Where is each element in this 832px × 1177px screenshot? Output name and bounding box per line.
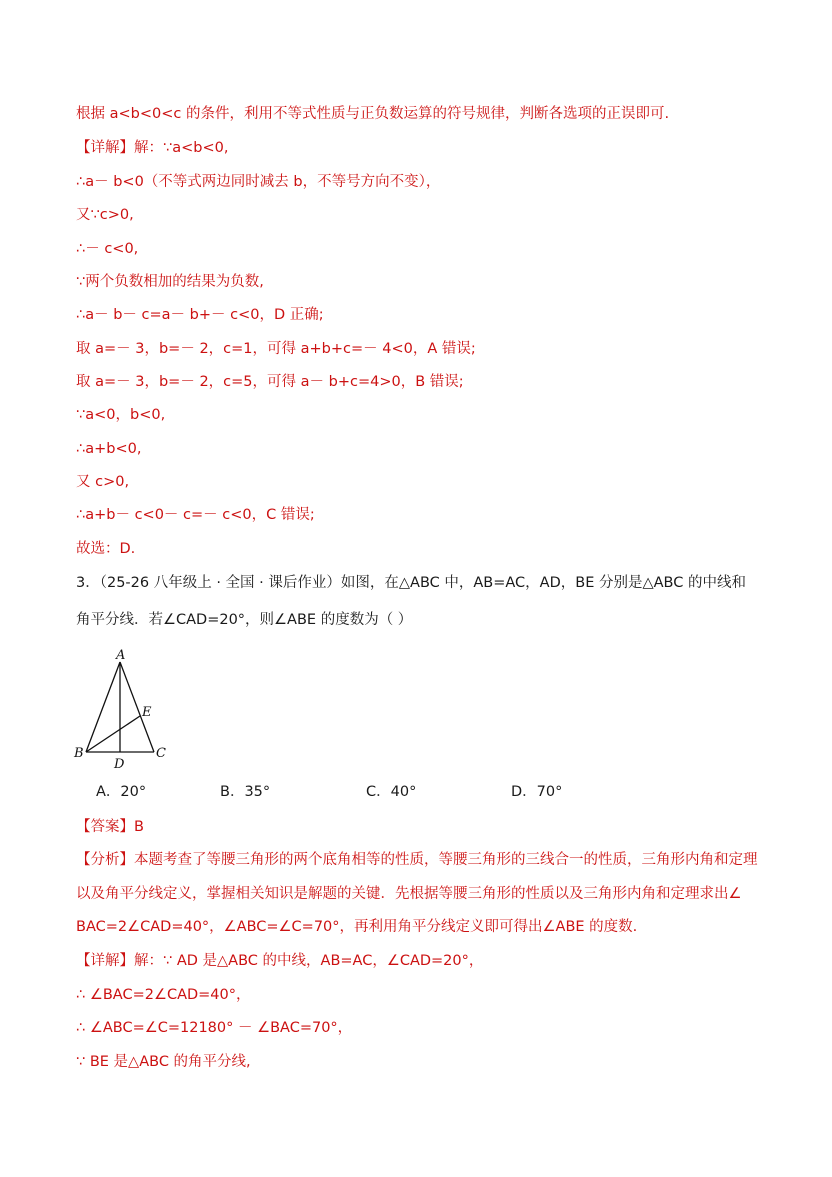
option-b: B．35° [220,784,271,800]
label-c: C [156,746,166,761]
label-e: E [142,705,152,720]
analysis-line: 【分析】本题考查了等腰三角形的两个底角相等的性质，等腰三角形的三线合一的性质，三角形内角和定理 [76,852,758,868]
question-line-1: 3．（25-26 八年级上 · 全国 · 课后作业）如图，在△ABC 中，AB=AC，AD，BE 分别是△ABC 的中线和 [76,575,746,591]
answer-line: 【答案】B [76,819,144,835]
text-line: ∵两个负数相加的结果为负数, [76,274,264,290]
question-line-2: 角平分线．若∠CAD=20°，则∠ABE 的度数为（ ） [76,612,413,628]
label-a: A [116,648,126,663]
text-line: ∴a－ b<0（不等式两边同时减去 b，不等号方向不变）， [76,174,441,190]
text-line: 根据 a<b<0<c 的条件，利用不等式性质与正负数运算的符号规律，判断各选项的正误即可. [76,106,670,122]
option-d: D．70° [511,784,563,800]
solution-line: ∴ ∠ABC=∠C=12180° － ∠BAC=70°， [76,1020,353,1036]
option-a: A．20° [96,784,147,800]
analysis-line: 以及角平分线定义，掌握相关知识是解题的关键．先根据等腰三角形的性质以及三角形内角和定理求出∠ [76,886,742,902]
text-line: 取 a=－ 3，b=－ 2，c=1，可得 a+b+c=－ 4<0，A 错误; [76,341,476,357]
solution-line: 【详解】解：∵ AD 是△ABC 的中线，AB=AC，∠CAD=20°， [76,953,484,969]
text-line: 又∵c>0, [76,207,134,223]
text-line: ∴a+b－ c<0－ c=－ c<0，C 错误; [76,507,315,523]
segment-be [86,716,140,752]
option-c: C．40° [366,784,417,800]
triangle-figure [68,646,178,772]
label-d: D [114,757,125,772]
text-line: ∴－ c<0, [76,241,139,257]
text-line: ∴a+b<0, [76,441,142,457]
solution-line: ∴ ∠BAC=2∠CAD=40°， [76,987,251,1003]
text-line: 故选：D. [76,541,136,557]
text-line: 【详解】解：∵a<b<0, [76,140,229,156]
segment-ab [86,662,120,752]
solution-line: ∵ BE 是△ABC 的角平分线, [76,1054,251,1070]
text-line: ∵a<0，b<0, [76,407,166,423]
text-line: 又 c>0, [76,474,130,490]
text-line: 取 a=－ 3，b=－ 2，c=5，可得 a－ b+c=4>0，B 错误; [76,374,464,390]
analysis-line: BAC=2∠CAD=40°，∠ABC=∠C=70°，再利用角平分线定义即可得出∠ABE 的度数. [76,919,638,935]
label-b: B [74,746,84,761]
text-line: ∴a－ b－ c=a－ b+－ c<0，D 正确; [76,307,324,323]
